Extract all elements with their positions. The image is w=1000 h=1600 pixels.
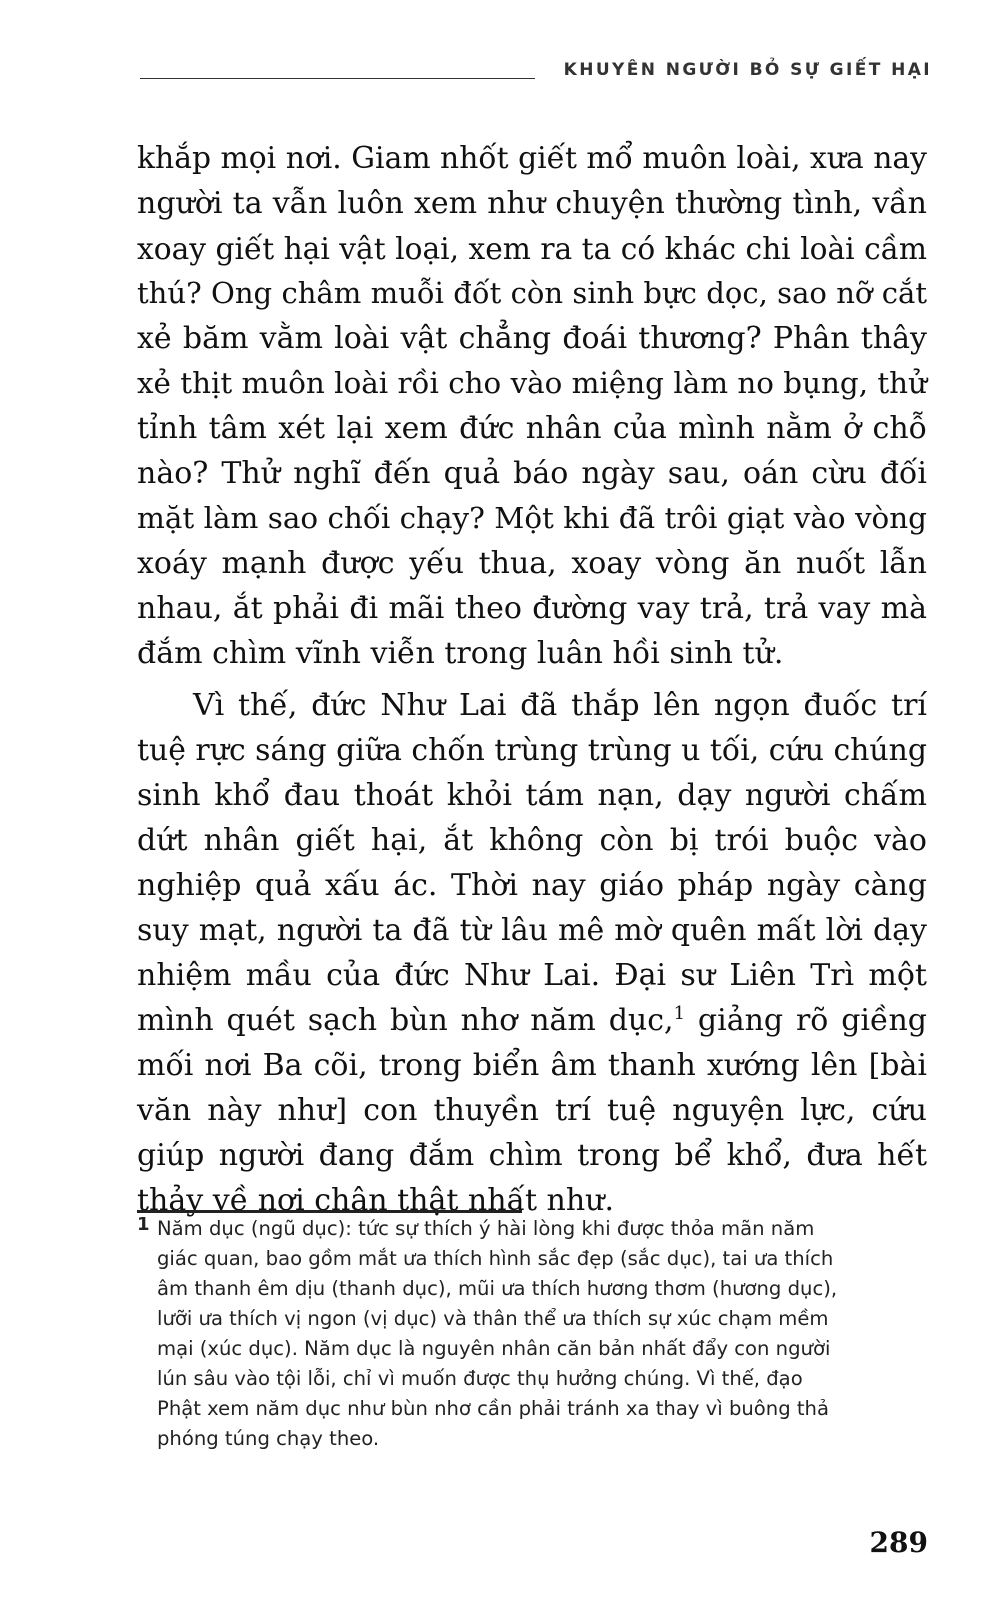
- text-line: thảy về nơi chân thật nhất như.: [137, 1183, 615, 1218]
- text-segment: mình quét sạch bùn nhơ năm dục,: [137, 1003, 674, 1038]
- text-line: mối nơi Ba cõi, trong biển âm thanh xướng lên [bài: [137, 1048, 927, 1083]
- text-line: nghiệp quả xấu ác. Thời nay giáo pháp ngày càng: [137, 868, 927, 903]
- text-line: xẻ thịt muôn loài rồi cho vào miệng làm no bụng, thử: [137, 366, 927, 400]
- body-text: [137, 136, 927, 1223]
- text-line: văn này như] con thuyền trí tuệ nguyện lực, cứu: [137, 1093, 927, 1128]
- text-line: nào? Thử nghĩ đến quả báo ngày sau, oán cừu đối: [137, 456, 927, 491]
- footnote-line: Năm dục (ngũ dục): tức sự thích ý hài lòng khi được thỏa mãn năm: [157, 1217, 815, 1240]
- page-number: 289: [869, 1526, 928, 1559]
- text-line: khắp mọi nơi. Giam nhốt giết mổ muôn loài, xưa nay: [137, 141, 927, 176]
- footnote-line: giác quan, bao gồm mắt ưa thích hình sắc đẹp (sắc dục), tai ưa thích: [157, 1247, 834, 1270]
- text-line: giúp người đang đắm chìm trong bể khổ, đưa hết: [137, 1138, 927, 1173]
- footnote-marker: 1: [137, 1214, 150, 1235]
- text-line: nhau, ắt phải đi mãi theo đường vay trả, trả vay mà: [137, 591, 927, 626]
- text-line: tỉnh tâm xét lại xem đức nhân của mình nằm ở chỗ: [137, 411, 927, 446]
- footnote-reference[interactable]: 1: [673, 1003, 686, 1024]
- footnote-line: lún sâu vào tội lỗi, chỉ vì muốn được thụ hưởng chúng. Vì thế, đạo: [157, 1367, 803, 1390]
- text-line-with-footnote: [137, 998, 927, 1043]
- text-line: đắm chìm vĩnh viễn trong luân hồi sinh tử.: [137, 636, 784, 671]
- chapter-title: KHUYÊN NGƯỜI BỎ SỰ GIẾT HẠI: [563, 60, 932, 80]
- running-header: [140, 60, 932, 94]
- text-line: xoáy mạnh được yếu thua, xoay vòng ăn nuốt lẫn: [137, 546, 927, 581]
- footnote-line: phóng túng chạy theo.: [157, 1427, 380, 1450]
- text-line: sinh khổ đau thoát khỏi tám nạn, dạy người chấm: [137, 778, 927, 813]
- text-line: xẻ băm vằm loài vật chẳng đoái thương? Phân thây: [137, 321, 927, 356]
- footnote: [137, 1214, 927, 1454]
- text-line: tuệ rực sáng giữa chốn trùng trùng u tối, cứu chúng: [137, 733, 928, 768]
- text-line: xoay giết hại vật loại, xem ra ta có khác chi loài cầm: [137, 231, 927, 266]
- paragraph-2: [137, 683, 927, 1223]
- footnote-line: lưỡi ưa thích vị ngon (vị dục) và thân thể ưa thích sự xúc chạm mềm: [157, 1307, 829, 1330]
- text-line: thú? Ong châm muỗi đốt còn sinh bực dọc, sao nỡ cắt: [137, 276, 927, 310]
- text-line: mặt làm sao chối chạy? Một khi đã trôi giạt vào vòng: [137, 501, 927, 535]
- text-line: Vì thế, đức Như Lai đã thắp lên ngọn đuốc trí: [193, 688, 927, 723]
- paragraph-1: [137, 136, 927, 676]
- header-rule: [140, 78, 535, 79]
- text-line: người ta vẫn luôn xem như chuyện thường tình, vần: [137, 186, 927, 221]
- text-line: dứt nhân giết hại, ắt không còn bị trói buộc vào: [137, 823, 927, 858]
- text-line: nhiệm mầu của đức Như Lai. Đại sư Liên Trì một: [137, 958, 927, 993]
- footnote-line: âm thanh êm dịu (thanh dục), mũi ưa thích hương thơm (hương dục),: [157, 1277, 838, 1300]
- footnote-line: Phật xem năm dục như bùn nhơ cần phải tránh xa thay vì buông thả: [157, 1397, 829, 1420]
- footnote-rule: [137, 1210, 522, 1213]
- text-segment: giảng rõ giềng: [685, 1003, 927, 1038]
- footnote-text: [157, 1214, 927, 1454]
- text-line: suy mạt, người ta đã từ lâu mê mờ quên mất lời dạy: [137, 913, 927, 948]
- footnote-line: mại (xúc dục). Năm dục là nguyên nhân căn bản nhất đẩy con người: [157, 1337, 831, 1360]
